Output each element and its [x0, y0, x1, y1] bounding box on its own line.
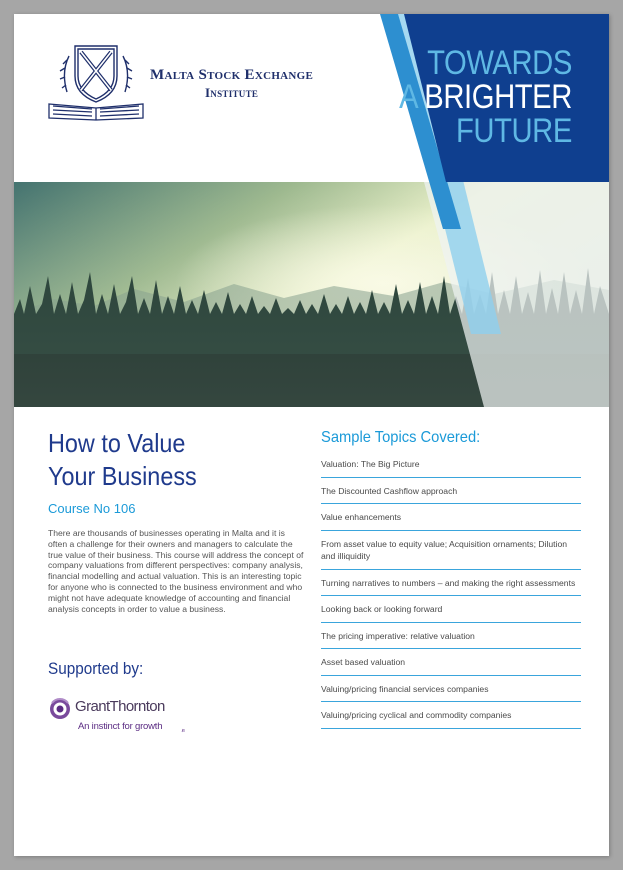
- tagline-line2: [399, 80, 572, 114]
- org-wordmark: [150, 67, 313, 101]
- course-description: There are thousands of businesses operating in Malta and it is often a challenge for their owners and managers to calculate the true value of their business. This course will address the concept of company valuations from different perspectives: company analysis, financial modelling and actual valuation. This is an interesting topic for anyone who is connected to the business environment and who might not have adequate knowledge of accounting and financial analysis concepts in order to value a business.: [48, 528, 304, 614]
- forest-image: [14, 182, 609, 407]
- topic-item: Asset based valuation: [321, 649, 581, 676]
- sponsor-tagline: An instinct for growth: [78, 721, 163, 732]
- course-number: [48, 501, 135, 516]
- topic-item: The Discounted Cashflow approach: [321, 478, 581, 505]
- topic-item: Valuing/pricing financial services companies: [321, 676, 581, 703]
- course-title-line2: Your Business: [48, 461, 197, 491]
- course-title: [48, 427, 213, 493]
- tagline-word-brighter: BRIGHTER: [424, 78, 572, 116]
- course-title-line1: How to Value: [48, 428, 186, 458]
- topic-item: Turning narratives to numbers – and making the right assessments: [321, 570, 581, 597]
- topic-item: Valuing/pricing cyclical and commodity companies: [321, 702, 581, 729]
- supported-by-heading: Supported by:: [48, 659, 144, 678]
- topics-heading: Sample Topics Covered:: [321, 429, 481, 446]
- tagline-word-a: A: [399, 78, 417, 116]
- course-number-label: Course No: [48, 501, 111, 516]
- org-name-line2: Institute: [204, 85, 259, 100]
- topics-list: [321, 451, 581, 729]
- brochure-page: [14, 14, 609, 856]
- topic-item: Looking back or looking forward: [321, 596, 581, 623]
- org-name-line1: Malta Stock Exchange: [150, 67, 314, 83]
- course-number-value: 106: [113, 501, 136, 516]
- topic-item: From asset value to equity value; Acquisition ornaments; Dilution and illiquidity: [321, 531, 581, 570]
- topic-item: Valuation: The Big Picture: [321, 451, 581, 478]
- sponsor-name: GrantThornton: [75, 698, 165, 715]
- open-book-icon: [49, 104, 143, 120]
- crest-icon: [47, 42, 145, 122]
- tagline-line1: TOWARDS: [427, 44, 572, 82]
- tagline: [371, 46, 572, 148]
- topic-item: The pricing imperative: relative valuation: [321, 623, 581, 650]
- topic-item: Value enhancements: [321, 504, 581, 531]
- tagline-line3: FUTURE: [455, 112, 572, 150]
